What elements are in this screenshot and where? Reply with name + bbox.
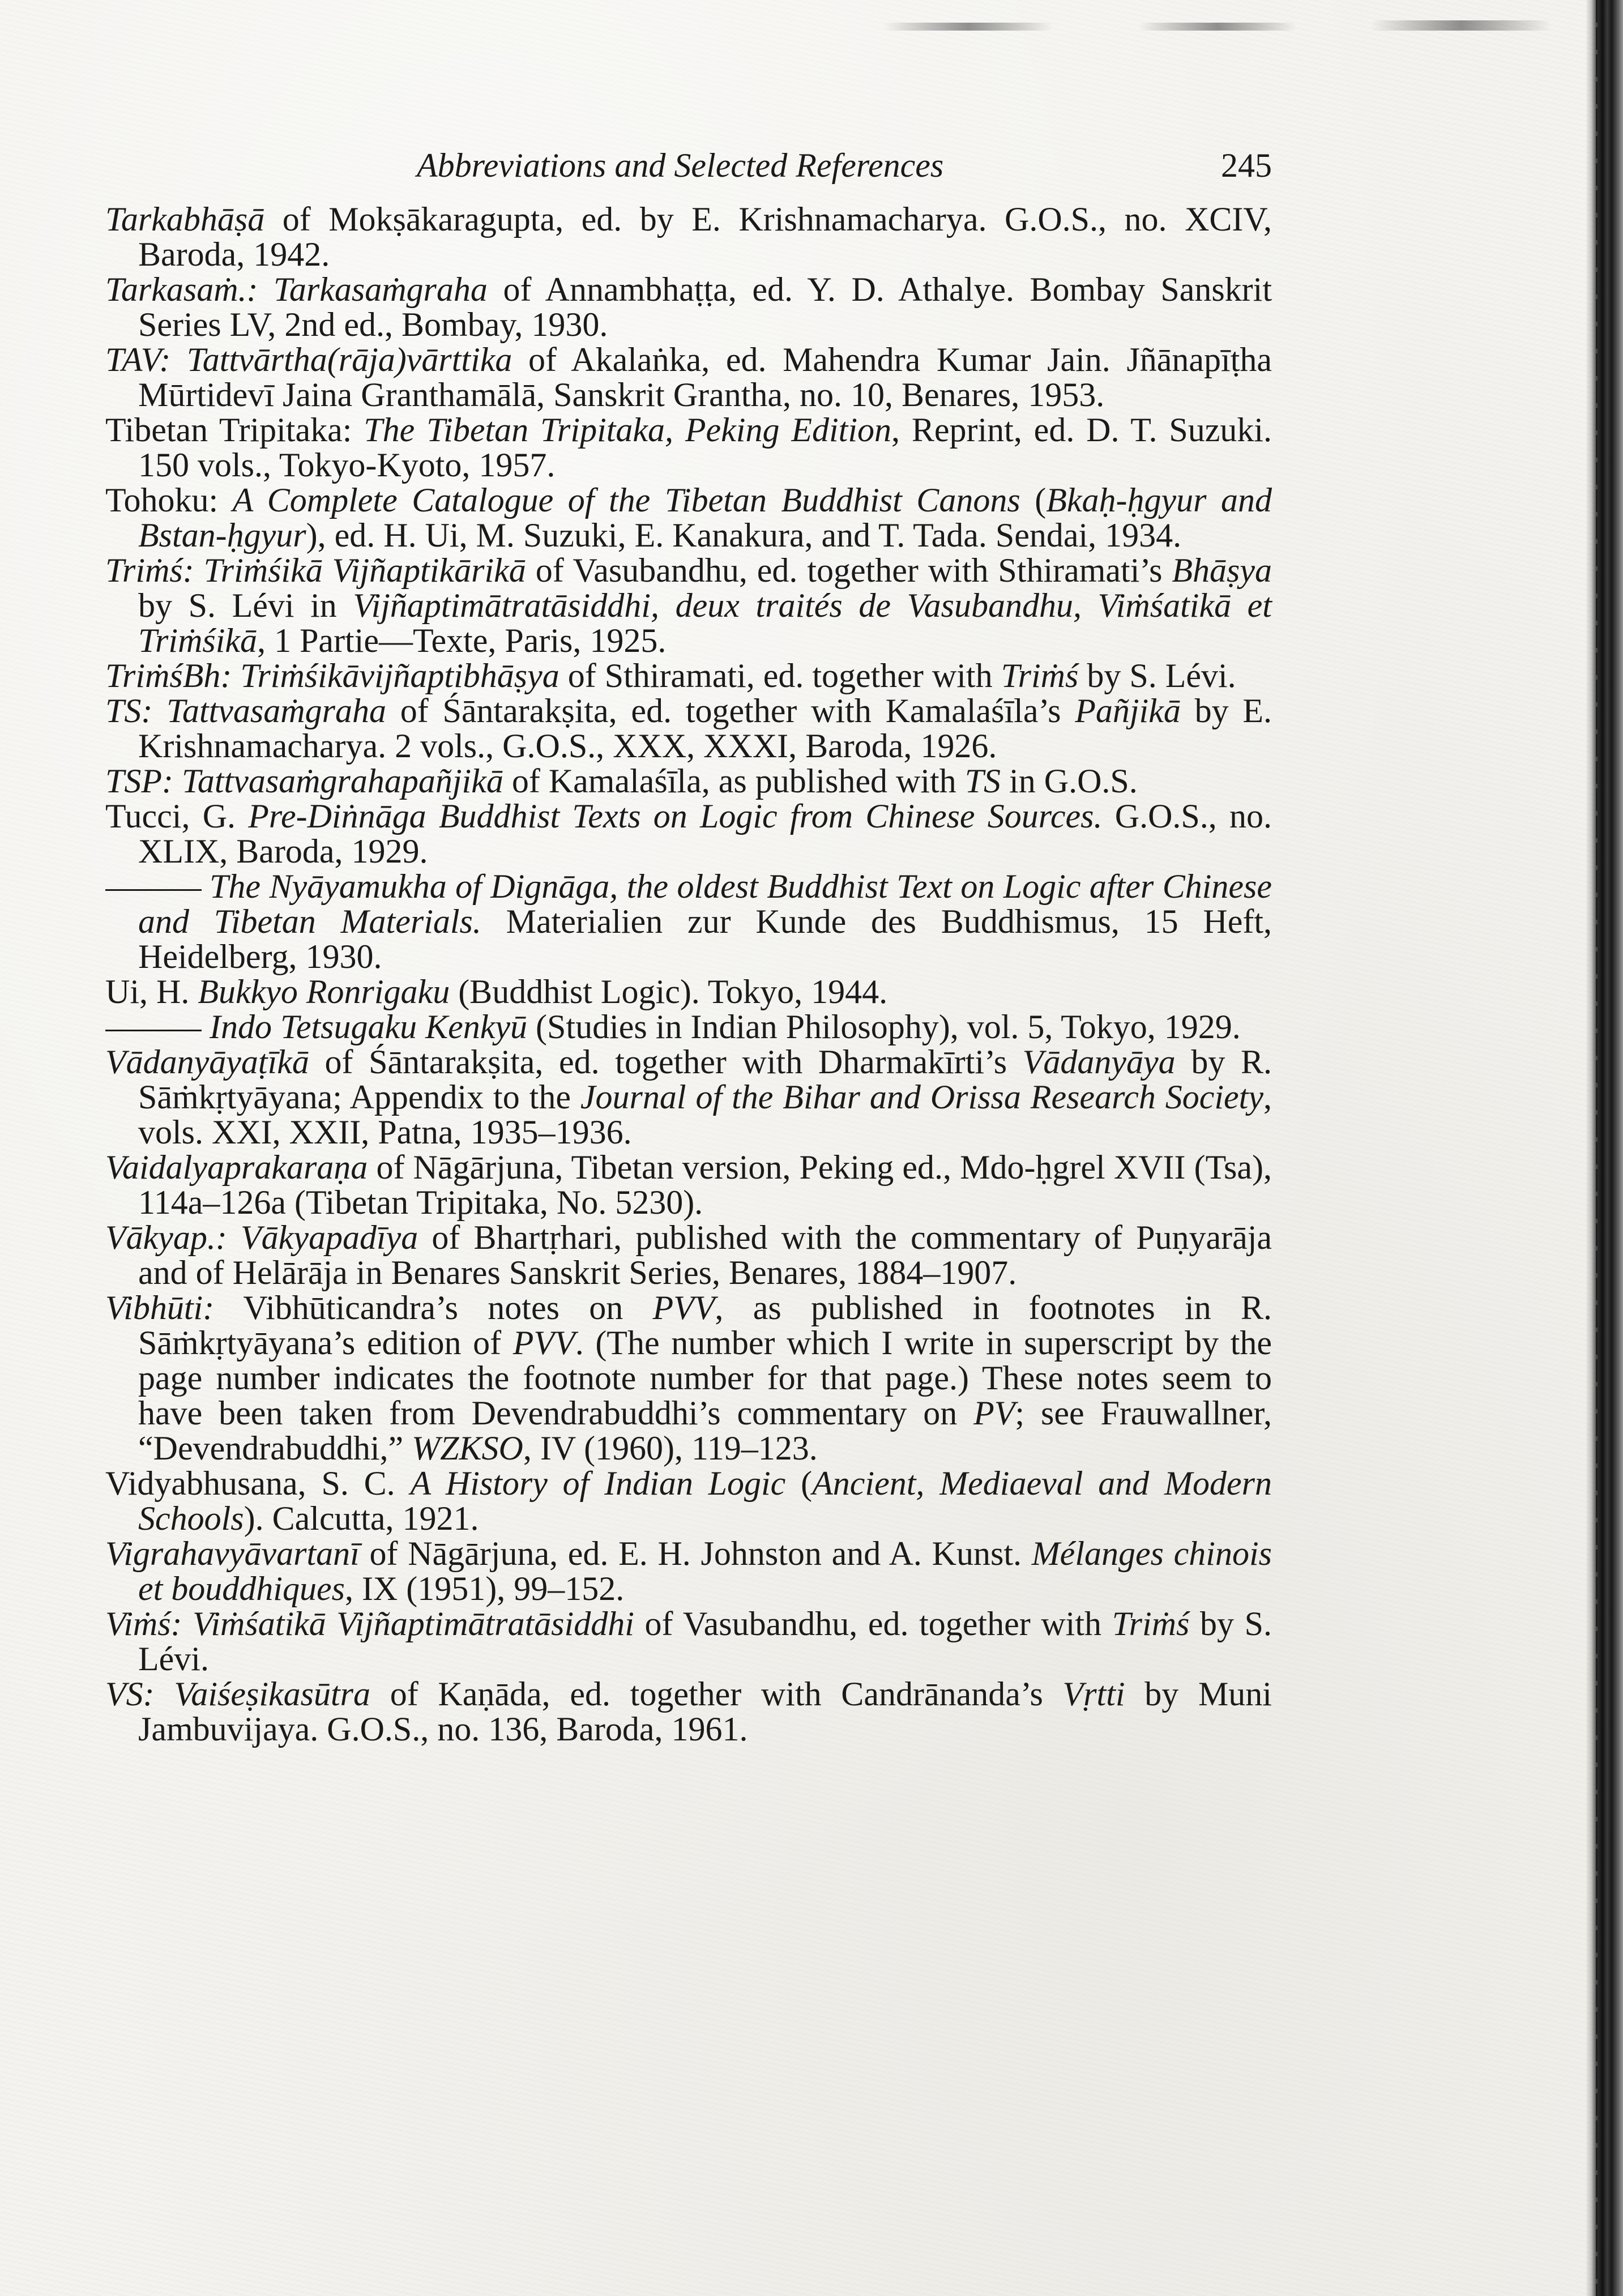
reference-text: Vidyabhusana, S. C. — [105, 1465, 411, 1502]
ditto-dash — [105, 889, 202, 891]
italic-text: Triṁś — [1112, 1605, 1190, 1642]
italic-text: WZKSO — [412, 1429, 523, 1467]
reference-text: of Annambhaṭṭa, ed. Y. D. Athalye. Bombay Sanskrit Series LV, 2nd ed., Bombay, 1930. — [138, 271, 1272, 343]
italic-text: Ancient, Mediaeval and Modern Schools — [138, 1465, 1272, 1537]
italic-text: Tarkabhāṣā — [105, 200, 265, 238]
italic-text: Vigrahavyāvartanī — [105, 1535, 360, 1572]
italic-text: Vaidalyaprakaraṇa — [105, 1149, 368, 1186]
reference-text: by S. Lévi in — [138, 587, 353, 624]
italic-text: TAV: Tattvārtha(rāja)vārttika — [105, 341, 512, 378]
italic-text: PVV — [512, 1324, 575, 1362]
reference-text: , IV (1960), 119–123. — [523, 1429, 818, 1467]
italic-text: TS: Tattvasaṁgraha — [105, 692, 386, 729]
reference-text: ), ed. H. Ui, M. Suzuki, E. Kanakura, and T. Tada. Sendai, 1934. — [306, 517, 1182, 554]
reference-text: of Śāntarakṣita, ed. together with Kamalaśīla’s — [386, 692, 1075, 729]
reference-text: of Mokṣākaragupta, ed. by E. Krishnamacharya. G.O.S., no. XCIV, Baroda, 1942. — [138, 200, 1272, 273]
reference-entry — [105, 202, 1272, 272]
italic-text: VS: Vaiśeṣikasūtra — [105, 1675, 371, 1713]
reference-text: of Nāgārjuna, Tibetan version, Peking ed., Mdo-ḥgrel XVII (Tsa), 114a–126a (Tibetan Tripitaka, No. 5230). — [138, 1149, 1272, 1221]
book-binding-edge — [1586, 0, 1623, 2296]
italic-text: Bkaḥ-ḥgyur and Bstan-ḥgyur — [138, 481, 1272, 554]
reference-text: G.O.S., no. XLIX, Baroda, 1929. — [138, 797, 1272, 870]
italic-text: A History of Indian Logic — [410, 1465, 786, 1502]
reference-text: , Reprint, ed. D. T. Suzuki. 150 vols., Tokyo-Kyoto, 1957. — [138, 411, 1272, 484]
italic-text: Vādanyāyaṭīkā — [105, 1043, 309, 1081]
reference-text: (Buddhist Logic). Tokyo, 1944. — [450, 973, 888, 1010]
reference-entry — [105, 412, 1272, 483]
reference-text: . (The number which I write in superscript by the page number indicates the footnote number for that page.) These notes seem to have been taken from Devendrabuddhi’s commentary on — [138, 1324, 1272, 1432]
reference-text: of Sthiramati, ed. together with — [559, 657, 1001, 694]
reference-entry — [105, 1150, 1272, 1220]
italic-text: Vijñaptimātratāsiddhi, deux traités de Vasubandhu, Viṁśatikā et Triṁśikā — [138, 587, 1272, 659]
page-number: 245 — [1221, 147, 1272, 184]
reference-text: by S. Lévi. — [1078, 657, 1236, 694]
reference-text: Ui, H. — [105, 973, 198, 1010]
reference-text: , 1 Partie—Texte, Paris, 1925. — [257, 622, 667, 659]
reference-entry — [105, 693, 1272, 763]
italic-text: TriṁśBh: Triṁśikāvijñaptibhāṣya — [105, 657, 559, 694]
italic-text: Triṁś: Triṁśikā Vijñaptikārikā — [105, 552, 526, 589]
reference-entry — [105, 974, 1272, 1009]
reference-entry — [105, 1676, 1272, 1747]
reference-text: Tohoku: — [105, 481, 233, 519]
italic-text: TSP: Tattvasaṁgrahapañjikā — [105, 762, 503, 800]
reference-text: ( — [785, 1465, 813, 1502]
reference-entry — [105, 1290, 1272, 1466]
reference-entry — [105, 658, 1272, 693]
page-header — [105, 143, 1272, 188]
italic-text: Tarkasaṁ.: Tarkasaṁgraha — [105, 271, 488, 308]
italic-text: Viṁś: Viṁśatikā Vijñaptimātratāsiddhi — [105, 1605, 634, 1642]
reference-entry — [105, 1536, 1272, 1606]
reference-text: Tucci, G. — [105, 797, 249, 835]
reference-entry — [105, 1606, 1272, 1676]
italic-text: Vākyap.: Vākyapadīya — [105, 1219, 418, 1256]
reference-entry — [105, 272, 1272, 342]
reference-text: by S. Lévi. — [138, 1605, 1272, 1678]
italic-text: Vādanyāya — [1022, 1043, 1176, 1081]
italic-text: Bhāṣya — [1172, 552, 1272, 589]
reference-entry — [105, 1009, 1272, 1044]
italic-text: Indo Tetsugaku Kenkyū — [210, 1008, 528, 1045]
reference-text: by Muni Jambuvijaya. G.O.S., no. 136, Baroda, 1961. — [138, 1675, 1272, 1748]
reference-text: , IX (1951), 99–152. — [344, 1570, 625, 1607]
reference-text: by E. Krishnamacharya. 2 vols., G.O.S., XXX, XXXI, Baroda, 1926. — [138, 692, 1272, 765]
reference-entry — [105, 1466, 1272, 1536]
reference-text: (Studies in Indian Philosophy), vol. 5, Tokyo, 1929. — [527, 1008, 1241, 1045]
reference-list — [105, 202, 1272, 1747]
italic-text: Journal of the Bihar and Orissa Research Society — [580, 1078, 1263, 1116]
italic-text: Vṛtti — [1062, 1675, 1125, 1713]
reference-entry — [105, 1044, 1272, 1150]
reference-text: of Nāgārjuna, ed. E. H. Johnston and A. Kunst. — [359, 1535, 1032, 1572]
reference-text: ( — [1020, 481, 1047, 519]
reference-text: by R. Sāṁkṛtyāyana; Appendix to the — [138, 1043, 1272, 1116]
scan-smudge — [1138, 23, 1297, 31]
reference-entry — [105, 553, 1272, 658]
italic-text: The Nyāyamukha of Dignāga, the oldest Buddhist Text on Logic after Chinese and Tibetan Materials. — [138, 868, 1272, 940]
ditto-dash — [105, 1030, 202, 1031]
italic-text: The Tibetan Tripitaka, Peking Edition — [364, 411, 891, 449]
reference-text: of Bhartṛhari, published with the commentary of Puṇyarāja and of Helārāja in Benares Sanskrit Series, Benares, 1884–1907. — [138, 1219, 1272, 1291]
italic-text: Bukkyo Ronrigaku — [198, 973, 450, 1010]
reference-text: Materialien zur Kunde des Buddhismus, 15 Heft, Heidelberg, 1930. — [138, 903, 1272, 975]
reference-text: Tibetan Tripitaka: — [105, 411, 364, 449]
italic-text: Pre-Diṅnāga Buddhist Texts on Logic from Chinese Sources. — [248, 797, 1103, 835]
italic-text: Triṁś — [1001, 657, 1079, 694]
scan-smudge — [883, 23, 1053, 31]
italic-text: Pañjikā — [1075, 692, 1181, 729]
reference-entry — [105, 763, 1272, 799]
reference-text: of Śāntarakṣita, ed. together with Dharmakīrti’s — [309, 1043, 1023, 1081]
running-title: Abbreviations and Selected References — [417, 147, 944, 184]
reference-text: of Vasubandhu, ed. together with — [634, 1605, 1112, 1642]
italic-text: Vibhūti: — [105, 1289, 215, 1326]
italic-text: Mélanges chinois et bouddhiques — [138, 1535, 1272, 1607]
italic-text: A Complete Catalogue of the Tibetan Buddhist Canons — [232, 481, 1020, 519]
reference-text: of Kaṇāda, ed. together with Candrānanda’s — [370, 1675, 1063, 1713]
reference-entry — [105, 342, 1272, 412]
reference-text: of Akalaṅka, ed. Mahendra Kumar Jain. Jñānapīṭha Mūrtidevī Jaina Granthamālā, Sanskrit Grantha, no. 10, Benares, 1953. — [138, 341, 1272, 413]
reference-text: , vols. XXI, XXII, Patna, 1935–1936. — [138, 1078, 1272, 1151]
reference-entry — [105, 799, 1272, 869]
italic-text: PV — [973, 1394, 1015, 1432]
reference-text: in G.O.S. — [1001, 762, 1138, 800]
reference-text: Vibhūticandra’s notes on — [214, 1289, 653, 1326]
reference-entry — [105, 869, 1272, 974]
reference-entry — [105, 483, 1272, 553]
italic-text: TS — [964, 762, 1001, 800]
reference-text: ; see Frauwallner, “Devendrabuddhi,” — [138, 1394, 1272, 1467]
reference-entry — [105, 1220, 1272, 1290]
reference-text: of Vasubandhu, ed. together with Sthiramati’s — [526, 552, 1172, 589]
italic-text: PVV — [652, 1289, 715, 1326]
scan-smudge — [1370, 20, 1552, 31]
reference-text: of Kamalaśīla, as published with — [503, 762, 965, 800]
reference-text: ). Calcutta, 1921. — [244, 1500, 479, 1537]
reference-text: , as published in footnotes in R. Sāṁkṛtyāyana’s edition of — [138, 1289, 1272, 1362]
